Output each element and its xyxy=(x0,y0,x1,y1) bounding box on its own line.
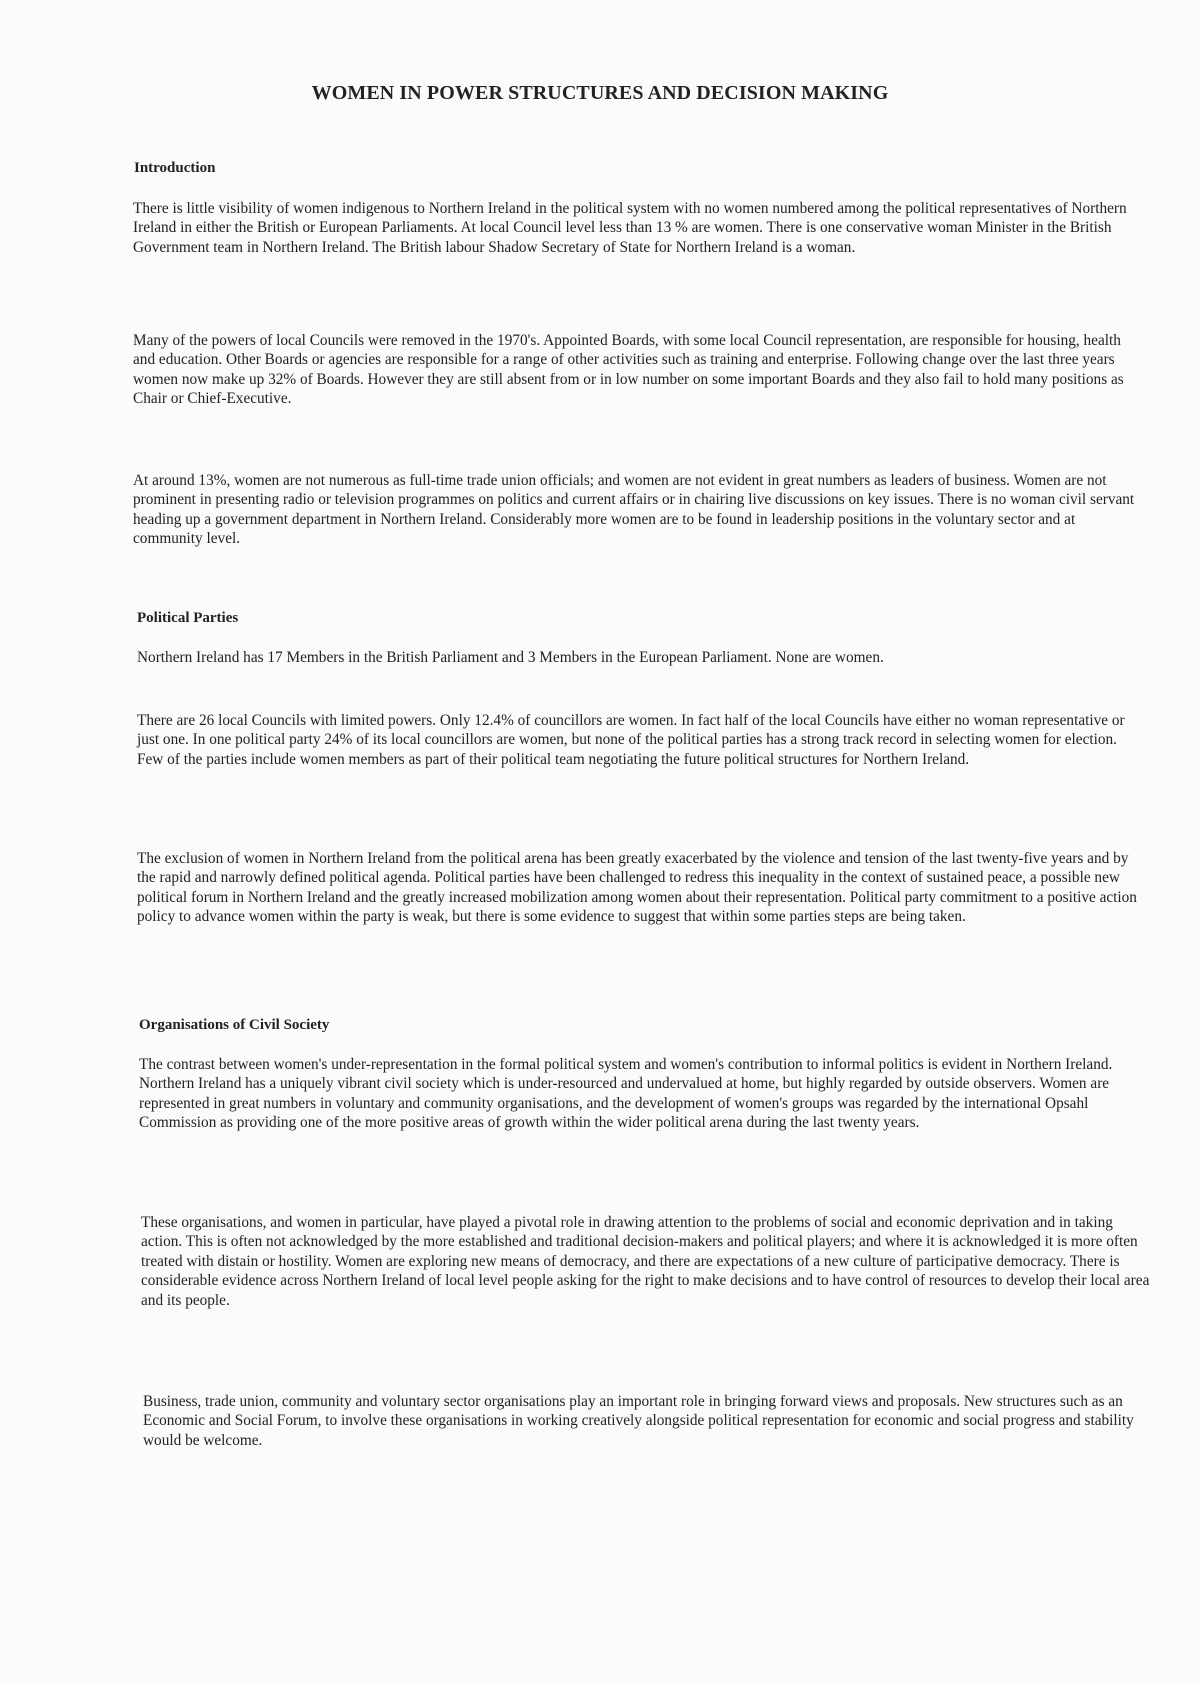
paragraph: Business, trade union, community and voluntary sector organisations play an important role in bringing forward views and proposals. New structures such as an Economic and Social Forum, to involve these organisations in working creatively alongside political representation for economic and social progress and stability would be welcome. xyxy=(143,1393,1134,1449)
section-heading-introduction: Introduction xyxy=(134,160,216,176)
paragraph: There is little visibility of women indigenous to Northern Ireland in the political system with no women numbered among the political representatives of Northern Ireland in either the British or European Parliaments. At local Council level less than 13 % are women. There is one conservative woman Minister in the British Government team in Northern Ireland. The British labour Shadow Secretary of State for Northern Ireland is a woman. xyxy=(133,200,1127,256)
paragraph: At around 13%, women are not numerous as full-time trade union officials; and women are not evident in great numbers as leaders of business. Women are not prominent in presenting radio or television programmes on politics and current affairs or in chairing live discussions on key issues. There is no woman civil servant heading up a government department in Northern Ireland. Considerably more women are to be found in leadership positions in the voluntary sector and at community level. xyxy=(133,472,1135,548)
paragraph: Many of the powers of local Councils were removed in the 1970's. Appointed Boards, with some local Council representation, are responsible for housing, health and education. Other Boards or agencies are responsible for a range of other activities such as training and enterprise. Following change over the last three years women now make up 32% of Boards. However they are still absent from or in low number on some important Boards and they also fail to hold many positions as Chair or Chief-Executive. xyxy=(133,332,1124,408)
document-title: WOMEN IN POWER STRUCTURES AND DECISION MAKING xyxy=(311,82,889,104)
paragraph: There are 26 local Councils with limited powers. Only 12.4% of councillors are women. In fact half of the local Councils have either no woman representative or just one. In one political party 24% of its local councillors are women, but none of the political parties has a strong track record in selecting women for election. Few of the parties include women members as part of their political team negotiating the future political structures for Northern Ireland. xyxy=(137,712,1125,768)
paragraph: The contrast between women's under-representation in the formal political system and women's contribution to informal politics is evident in Northern Ireland. Northern Ireland has a uniquely vibrant civil society which is under-resourced and undervalued at home, but highly regarded by outside observers. Women are represented in great numbers in voluntary and community organisations, and the development of women's groups was regarded by the international Opsahl Commission as providing one of the more positive areas of growth within the wider political arena during the last twenty years. xyxy=(139,1056,1113,1132)
section-heading-political-parties: Political Parties xyxy=(137,610,239,626)
paragraph: These organisations, and women in particular, have played a pivotal role in drawing attention to the problems of social and economic deprivation and in taking action. This is often not acknowledged by the more established and traditional decision-makers and political players; and where it is acknowledged it is more often treated with distain or hostility. Women are exploring new means of democracy, and there are expectations of a new culture of participative democracy. There is considerable evidence across Northern Ireland of local level people asking for the right to make decisions and to have control of resources to develop their local area and its people. xyxy=(141,1214,1150,1309)
paragraph: The exclusion of women in Northern Ireland from the political arena has been greatly exacerbated by the violence and tension of the last twenty-five years and by the rapid and narrowly defined political agenda. Political parties have been challenged to redress this inequality in the context of sustained peace, a possible new political forum in Northern Ireland and the greatly increased mobilization among women about their representation. Political party commitment to a positive action policy to advance women within the party is weak, but there is some evidence to suggest that within some parties steps are being taken. xyxy=(137,850,1137,926)
section-heading-organisations-of-civil-society: Organisations of Civil Society xyxy=(139,1017,330,1033)
paragraph: Northern Ireland has 17 Members in the British Parliament and 3 Members in the European Parliament. None are women. xyxy=(137,649,884,666)
